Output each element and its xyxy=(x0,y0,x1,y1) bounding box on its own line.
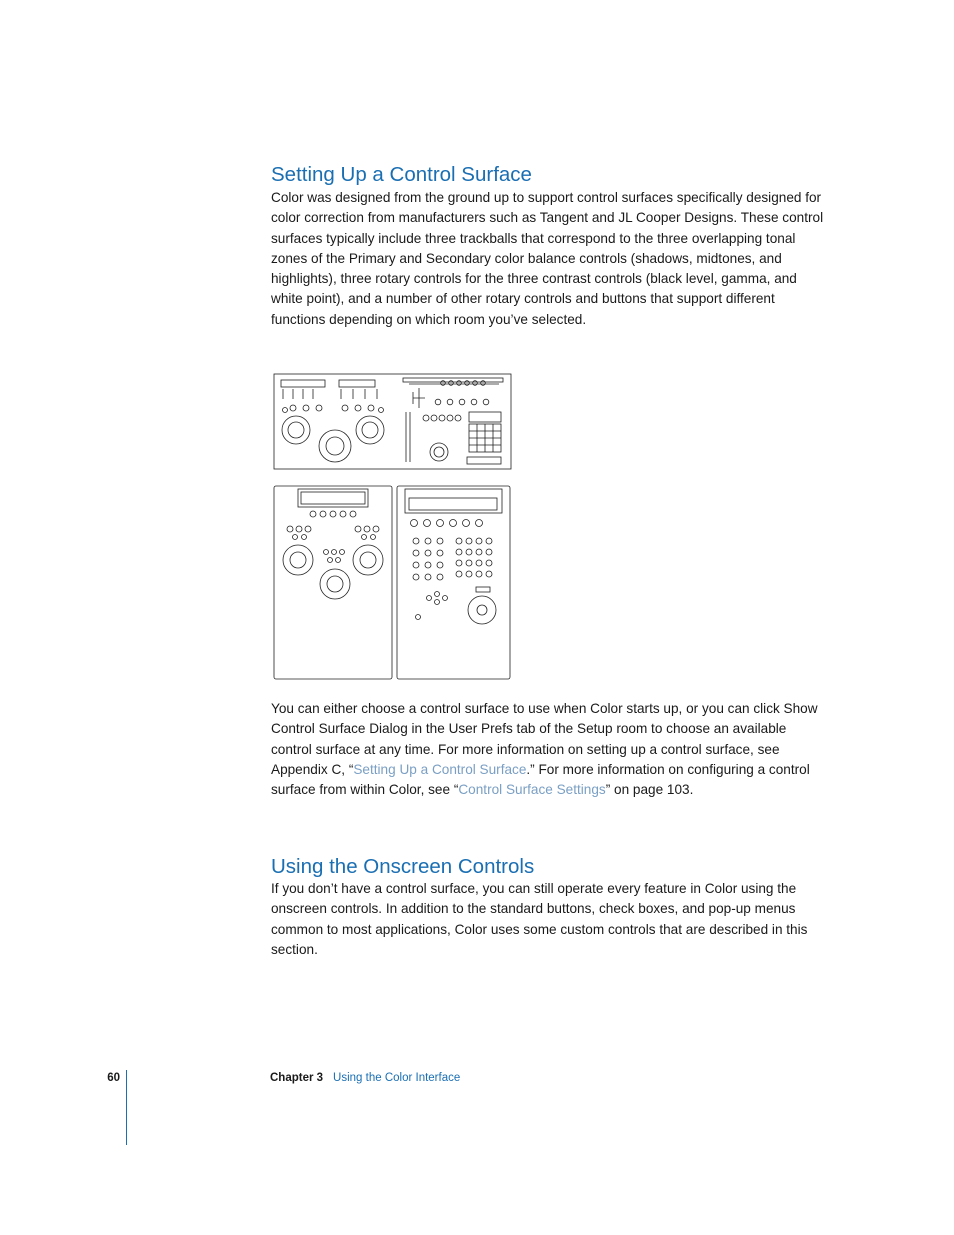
control-surface-illustration xyxy=(273,372,513,682)
page-number: 60 xyxy=(107,1072,120,1084)
control-surface-setup-paragraph xyxy=(271,699,827,800)
paragraph-text-2: .” For more information on configuring a control surface from within Color, see “ xyxy=(271,761,810,798)
section-body-control-surface: Color was designed from the ground up to support control surfaces specifically designed for color correction from manufacturers such as Tangent and JL Cooper Designs. These control surfaces typically include three trackballs that correspond to the three overlapping tonal zones of the Primary and Secondary color balance controls (shadows, midtones, and highlights), three rotary controls for the three contrast controls (black level, gamma, and white point), and a number of other rotary controls and buttons that support different functions depending on which room you’ve selected. xyxy=(271,190,824,327)
paragraph-text-3: ” on page 103. xyxy=(605,782,694,798)
paragraph-text-1: You can either choose a control surface to use when Color starts up, or you can click Show Control Surface Dialog in the User Prefs tab of the Setup room to choose an available control surface at any time. For more information on setting up a control surface, see Appendix C, “ xyxy=(271,701,818,777)
footer-divider xyxy=(126,1070,127,1145)
footer-chapter xyxy=(270,1072,460,1084)
chapter-title: Using the Color Interface xyxy=(333,1072,461,1084)
chapter-label: Chapter 3 xyxy=(270,1072,324,1084)
link-setting-up-control-surface[interactable]: Setting Up a Control Surface xyxy=(353,761,527,777)
section-body-onscreen-controls: If you don’t have a control surface, you can still operate every feature in Color using the onscreen controls. In addition to the standard buttons, check boxes, and pop-up menus common to most applications, Color uses some custom controls that are described in this section. xyxy=(271,881,808,957)
section-heading-onscreen-controls: Using the Onscreen Controls xyxy=(271,855,535,878)
link-control-surface-settings[interactable]: Control Surface Settings xyxy=(458,782,606,798)
section-heading-control-surface: Setting Up a Control Surface xyxy=(271,163,532,186)
